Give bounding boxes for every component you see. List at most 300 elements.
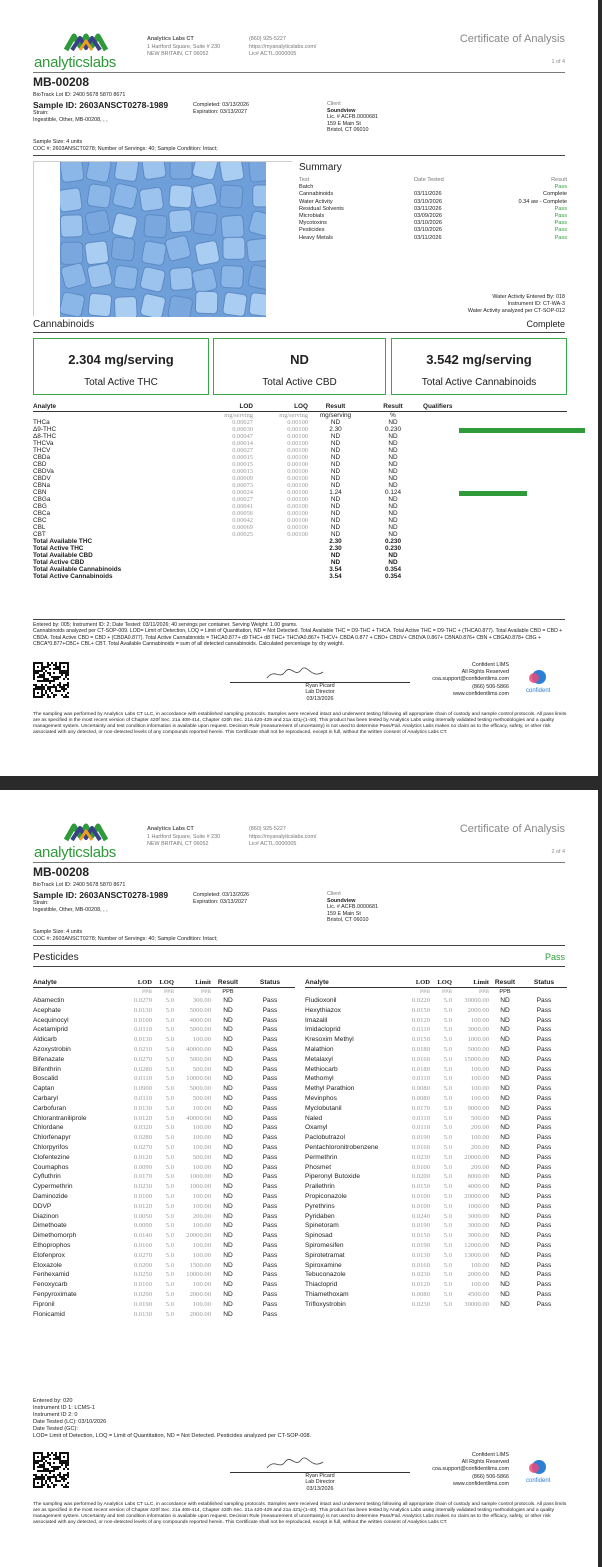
analyte-result-mg: ND [330, 482, 341, 489]
pest-result: ND [223, 1085, 233, 1093]
pest-col-status: Status [245, 979, 295, 988]
pest-lod: 0.0190 [411, 1222, 430, 1230]
analyte-lod: 0.00030 [232, 426, 253, 433]
analyte-loq: 0.00100 [287, 447, 308, 454]
page-number: 1 of 4 [551, 59, 565, 65]
analyte-lod: 0.00069 [232, 524, 253, 531]
analyte-result-pct: ND [388, 496, 398, 503]
pest-result: ND [223, 1163, 233, 1171]
analyte-loq: 0.00100 [287, 426, 308, 433]
pest-lod: 0.0290 [133, 1290, 152, 1298]
pest-col-lod: LOD [115, 979, 152, 988]
pest-status: Pass [262, 1310, 278, 1318]
analyte-result-mg: ND [330, 517, 341, 524]
pesticide-note: Entered by: 020 [33, 1398, 73, 1404]
summary-date: 03/11/2026 [414, 234, 442, 241]
lims-email[interactable]: coa.support@confidentlims.com [432, 1466, 509, 1473]
pest-col-result: Result [489, 979, 521, 988]
summary-row [299, 227, 567, 234]
pest-limit: 1000.00 [189, 1183, 211, 1191]
pest-analyte: Fenoxycarb [33, 1281, 68, 1289]
pest-status: Pass [262, 997, 278, 1004]
logo-wordmark [34, 844, 116, 861]
lab-contact [249, 36, 316, 59]
summary-date: 03/11/2026 [414, 205, 442, 212]
pest-result: ND [223, 1065, 233, 1073]
pest-limit: 4000.00 [189, 1016, 211, 1024]
pest-limit: 100.00 [192, 1300, 211, 1308]
lab-phone: (860) 925-5227 [249, 826, 286, 832]
analyte-result-pct: ND [388, 440, 398, 447]
pest-status: Pass [262, 1232, 278, 1240]
pest-limit: 2000.00 [189, 1310, 211, 1318]
analyte-result-mg: 2.30 [329, 426, 342, 433]
analyte-name: THCa [33, 419, 50, 426]
pest-analyte: Clofentezine [33, 1153, 70, 1161]
pest-limit: 2000.00 [467, 1006, 489, 1014]
summary-test: Batch [299, 184, 314, 191]
col-result-mg: Result [308, 402, 363, 412]
pest-lod: 0.0180 [411, 1045, 430, 1053]
lab-info [147, 826, 220, 849]
pest-result: ND [500, 1281, 510, 1289]
analyte-lod: 0.00025 [232, 531, 253, 538]
gummy-tile [169, 185, 193, 209]
pest-result: ND [223, 1222, 233, 1230]
pest-lod: 0.0080 [411, 1085, 430, 1093]
pest-limit: 3000.00 [467, 1026, 489, 1034]
analyte-result-pct: 0.124 [385, 489, 401, 496]
pest-loq: 5.0 [165, 1163, 174, 1171]
pest-analyte: DDVP [33, 1202, 52, 1210]
pest-analyte: Etoxazole [33, 1261, 62, 1269]
total-cbd-box [213, 338, 386, 395]
pest-status: Pass [536, 1143, 552, 1151]
pest-loq: 5.0 [165, 1290, 174, 1298]
pest-col-limit: Limit [174, 979, 211, 988]
cannabinoid-unit-row [33, 412, 567, 420]
pesticide-row [33, 1182, 295, 1192]
pest-status: Pass [536, 1281, 552, 1289]
completed-label: Completed: [193, 102, 221, 108]
pest-loq: 5.0 [165, 1055, 174, 1063]
pest-analyte: Aldicarb [33, 1036, 57, 1044]
pest-loq: 5.0 [443, 1192, 452, 1200]
lims-email[interactable]: coa.support@confidentlims.com [432, 676, 509, 683]
pest-limit: 12000.00 [464, 1241, 489, 1249]
pest-limit: 100.00 [192, 1104, 211, 1112]
qr-code-icon[interactable] [33, 662, 69, 698]
pest-status: Pass [536, 1232, 552, 1240]
lims-rights: All Rights Reserved [461, 1459, 509, 1466]
pest-status: Pass [262, 1281, 278, 1289]
pest-lod: 0.0270 [133, 997, 152, 1004]
pest-analyte: Dimethoate [33, 1222, 67, 1230]
pest-limit: 500.00 [192, 1153, 211, 1161]
pest-analyte: Chlorfenapyr [33, 1134, 71, 1142]
pest-analyte: Acephate [33, 1006, 61, 1014]
cannabinoid-total-row [33, 538, 567, 545]
pest-analyte: Fenhexamid [33, 1271, 70, 1279]
pest-loq: 5.0 [165, 1006, 174, 1014]
client-address-1: 159 E Main St [327, 120, 361, 127]
pest-result: ND [223, 1016, 233, 1024]
pesticide-row [305, 1251, 567, 1261]
analyte-loq: 0.00100 [287, 461, 308, 468]
lab-url[interactable]: https://myanalyticslabs.com/ [249, 833, 317, 840]
coa-page-2 [0, 790, 598, 1567]
client-address-1: 159 E Main St [327, 910, 361, 917]
pest-status: Pass [262, 1114, 278, 1122]
pest-lod: 0.0900 [133, 1085, 152, 1093]
pest-unit-lod: PPB [142, 989, 152, 995]
pest-loq: 5.0 [165, 1114, 174, 1122]
pest-result: ND [500, 1173, 510, 1181]
analyte-lod: 0.00027 [232, 419, 253, 426]
pest-loq: 5.0 [443, 1271, 452, 1279]
pest-limit: 20000.00 [464, 1192, 489, 1200]
pest-lod: 0.0120 [133, 1114, 152, 1122]
pesticide-row [305, 1212, 567, 1222]
pesticide-row [305, 1153, 567, 1163]
gummy-tile [194, 240, 220, 266]
wa-entered-by: Water Activity Entered By: 018 [492, 294, 565, 300]
pest-lod: 0.0280 [133, 1134, 152, 1142]
pest-analyte: Diazinon [33, 1212, 59, 1220]
pest-lod: 0.0080 [411, 1094, 430, 1102]
summary-row [299, 184, 567, 191]
pesticide-row [305, 1006, 567, 1016]
pest-result: ND [223, 1045, 233, 1053]
pest-status: Pass [536, 1241, 552, 1249]
pesticide-note: Date Tested (GC): [33, 1426, 78, 1432]
biotrack-lot: BioTrack Lot ID: 2400 5678 5870 8671 [33, 92, 126, 98]
analyte-result-mg: ND [330, 447, 341, 454]
pest-loq: 5.0 [443, 1114, 452, 1122]
gummy-tile [87, 184, 112, 209]
pest-lod: 0.0270 [133, 1143, 152, 1151]
gummy-tile [85, 210, 111, 236]
pest-lod: 0.0230 [411, 1300, 430, 1308]
confident-logo [526, 668, 566, 694]
pest-limit: 20000.00 [186, 1232, 211, 1240]
analyte-name: CBT [33, 531, 46, 538]
pest-analyte: Piperonyl Butoxide [305, 1173, 360, 1181]
pest-lod: 0.0190 [133, 1300, 152, 1308]
pest-result: ND [223, 1055, 233, 1063]
pest-lod: 0.0160 [411, 1055, 430, 1063]
pest-status: Pass [536, 1212, 552, 1220]
pest-loq: 5.0 [165, 1241, 174, 1249]
pest-status: Pass [262, 1153, 278, 1161]
strain-label: Strain: [33, 900, 49, 906]
gummy-tile [169, 209, 193, 233]
analyte-loq: 0.00100 [287, 531, 308, 538]
analyte-loq: 0.00100 [287, 489, 308, 496]
completed-date: 03/13/2026 [222, 892, 250, 898]
pest-analyte: Cyfluthrin [33, 1173, 61, 1181]
pest-result: ND [500, 1134, 510, 1142]
pest-analyte: Chlorantraniliprole [33, 1114, 87, 1122]
pest-loq: 5.0 [443, 1241, 452, 1249]
pest-result: ND [500, 1261, 510, 1269]
pesticide-row [33, 1231, 295, 1241]
pest-lod: 0.0130 [133, 1036, 152, 1044]
total-thc-box [33, 338, 209, 395]
pesticide-row [305, 1231, 567, 1241]
pest-status: Pass [262, 1045, 278, 1053]
cannabinoids-status: Complete [526, 319, 565, 329]
lims-phone: (866) 506-5866 [472, 1473, 509, 1480]
pest-col-analyte: Analyte [33, 979, 115, 988]
cannabinoid-row [33, 510, 567, 517]
pest-lod: 0.0090 [133, 1163, 152, 1171]
pest-lod: 0.0170 [133, 1173, 152, 1181]
logo-word-sub: labs [89, 54, 116, 71]
pest-loq: 5.0 [443, 1045, 452, 1053]
lims-url[interactable]: www.confidentlims.com [452, 690, 509, 697]
pest-status: Pass [262, 1173, 278, 1181]
pest-limit: 8000.00 [467, 1173, 489, 1181]
pest-lod: 0.0220 [411, 997, 430, 1004]
pest-status: Pass [536, 1065, 552, 1073]
total-name: Total Available THC [33, 538, 93, 545]
total-name: Total Active THC [33, 545, 84, 552]
pest-status: Pass [262, 1202, 278, 1210]
pest-analyte: Coumaphos [33, 1163, 69, 1171]
analyte-result-pct: ND [388, 419, 398, 426]
gummy-tile [222, 292, 247, 317]
pest-status: Pass [262, 1124, 278, 1132]
analyte-name: CBG [33, 503, 47, 510]
pesticide-row [305, 1025, 567, 1035]
analyte-lod: 0.00027 [232, 496, 253, 503]
analyte-result-mg: ND [330, 524, 341, 531]
pest-limit: 1000.00 [467, 1202, 489, 1210]
pesticide-row [33, 1261, 295, 1271]
analyte-lod: 0.00027 [232, 447, 253, 454]
pest-result: ND [500, 1251, 510, 1259]
pest-lod: 0.0130 [133, 1310, 152, 1318]
pest-lod: 0.0200 [411, 1173, 430, 1181]
confident-brand: confident [526, 688, 551, 694]
pest-result: ND [223, 1134, 233, 1142]
analyte-result-mg: ND [330, 531, 341, 538]
pest-loq: 5.0 [443, 1075, 452, 1083]
pest-limit: 3000.00 [467, 1232, 489, 1240]
pest-limit: 200.00 [192, 1212, 211, 1220]
signer-name: Ryan Picard [305, 683, 335, 689]
pesticide-row [33, 1104, 295, 1114]
pest-limit: 10000.00 [186, 1271, 211, 1279]
pesticide-row [305, 1280, 567, 1290]
pest-loq: 5.0 [165, 1202, 174, 1210]
pest-limit: 2000.00 [189, 1290, 211, 1298]
pest-lod: 0.0180 [411, 1065, 430, 1073]
pesticide-row [305, 1055, 567, 1065]
coa-title: Certificate of Analysis [459, 823, 565, 835]
pest-loq: 5.0 [443, 1094, 452, 1102]
pest-result: ND [223, 1114, 233, 1122]
pesticide-row [305, 1182, 567, 1192]
pest-analyte: Hexythiazox [305, 1006, 341, 1014]
analyte-name: CBL [33, 524, 46, 531]
pest-loq: 5.0 [443, 1212, 452, 1220]
pest-status: Pass [536, 997, 552, 1004]
pest-status: Pass [536, 1094, 552, 1102]
sample-size: Sample Size: 4 units [33, 139, 83, 145]
cannabinoid-row [33, 468, 567, 475]
pest-analyte: Malathion [305, 1045, 334, 1053]
pest-limit: 100.00 [470, 1281, 489, 1289]
cannabinoid-note-1: Entered by: 005; Instrument ID: 2; Date Tested: 03/11/2026; 40 servings per container. Serving Weight: 1.00 grams. [33, 622, 298, 628]
analyte-qualifier [423, 447, 567, 454]
gummy-tile [142, 162, 167, 180]
pest-limit: 500.00 [470, 1114, 489, 1122]
pest-limit: 30000.00 [464, 1300, 489, 1308]
pest-loq: 5.0 [165, 1212, 174, 1220]
pest-loq: 5.0 [165, 1134, 174, 1142]
pest-result: ND [500, 1202, 510, 1210]
pest-status: Pass [536, 1036, 552, 1044]
pest-loq: 5.0 [165, 1104, 174, 1112]
summary-header-date: Date Tested [414, 177, 444, 183]
analyte-result-mg: ND [330, 419, 341, 426]
analyte-qualifier [423, 489, 567, 496]
gummy-tile [191, 267, 217, 293]
analyte-lod: 0.00014 [232, 440, 253, 447]
pest-status: Pass [262, 1006, 278, 1014]
pest-loq: 5.0 [165, 1173, 174, 1181]
pest-lod: 0.0100 [133, 1016, 152, 1024]
pest-analyte: Kresoxim Methyl [305, 1036, 354, 1044]
pesticide-row [33, 1163, 295, 1173]
pest-lod: 0.0120 [133, 1153, 152, 1161]
header-divider [33, 862, 565, 863]
wa-instrument: Instrument ID: CT-WA-3 [507, 300, 565, 307]
qr-code-icon[interactable] [33, 1452, 69, 1488]
section-divider [33, 619, 565, 620]
pest-limit: 9000.00 [467, 1104, 489, 1112]
pest-limit: 1000.00 [189, 1173, 211, 1181]
pesticide-row [33, 1192, 295, 1202]
cannabinoids-title: Cannabinoids [33, 319, 95, 330]
pest-limit: 100.00 [192, 1163, 211, 1171]
analyte-lod: 0.00041 [232, 503, 253, 510]
pesticide-row [305, 1163, 567, 1173]
signature-icon [265, 1456, 325, 1472]
pest-limit: 3000.00 [467, 1212, 489, 1220]
pesticide-row [33, 1133, 295, 1143]
pest-col-lod: LOD [397, 979, 430, 988]
pest-loq: 5.0 [165, 1300, 174, 1308]
pest-lod: 0.0230 [411, 1153, 430, 1161]
pest-analyte: Methyl Parathion [305, 1085, 355, 1093]
summary-test: Mycotoxins [299, 220, 327, 227]
pesticide-row [33, 1006, 295, 1016]
pest-analyte: Spiroxamine [305, 1261, 342, 1269]
lab-phone: (860) 925-5227 [249, 36, 286, 42]
pest-lod: 0.0110 [412, 1075, 430, 1083]
pest-lod: 0.0050 [133, 1212, 152, 1220]
analyte-loq: 0.00100 [287, 503, 308, 510]
pest-analyte: Metalaxyl [305, 1055, 333, 1063]
analyte-loq: 0.00100 [287, 496, 308, 503]
mb-number: MB-00208 [33, 75, 90, 89]
pest-limit: 300.00 [192, 997, 211, 1004]
pest-analyte: Ethoprophos [33, 1241, 71, 1249]
total-name: Total Available Cannabinoids [33, 566, 122, 573]
pest-result: ND [223, 1241, 233, 1249]
pest-analyte: Thiacloprid [305, 1281, 338, 1289]
pest-loq: 5.0 [165, 1222, 174, 1230]
gummy-tile [170, 267, 194, 291]
pesticide-row [33, 996, 295, 1006]
pesticide-row [305, 1290, 567, 1300]
pest-limit: 40000.00 [186, 1114, 211, 1122]
pest-result: ND [500, 1075, 510, 1083]
pesticide-row [305, 1016, 567, 1026]
analyte-qualifier [423, 482, 567, 489]
cannabinoid-row [33, 517, 567, 524]
gummy-tile [219, 162, 244, 182]
pest-loq: 5.0 [165, 1192, 174, 1200]
pest-unit-row [33, 988, 295, 997]
pest-loq: 5.0 [443, 1055, 452, 1063]
pesticide-row [33, 1074, 295, 1084]
analyte-result-mg: ND [330, 475, 341, 482]
pest-lod: 0.0150 [411, 1036, 430, 1044]
gummy-tile [88, 293, 112, 317]
lims-url[interactable]: www.confidentlims.com [452, 1480, 509, 1487]
pest-limit: 10000.00 [186, 1075, 211, 1083]
pest-unit-loq: PPB [442, 989, 452, 995]
gummy-tile [60, 215, 83, 238]
pest-result: ND [500, 1055, 510, 1063]
pesticide-row [305, 1084, 567, 1094]
pest-analyte: Thiamethoxam [305, 1290, 349, 1298]
pest-result: ND [500, 1290, 510, 1298]
total-thc-label: Total Active THC [84, 377, 158, 388]
logo-word-sub: labs [89, 844, 116, 861]
lab-url[interactable]: https://myanalyticslabs.com/ [249, 43, 317, 50]
pest-limit: 20000.00 [464, 1153, 489, 1161]
sample-id: Sample ID: 2603ANSCT0278-1989 [33, 100, 169, 110]
pest-status: Pass [536, 1192, 552, 1200]
pest-loq: 5.0 [443, 1300, 452, 1308]
summary-title: Summary [299, 162, 342, 173]
analyte-loq: 0.00100 [287, 517, 308, 524]
analyte-name: CBDV [33, 475, 51, 482]
pest-limit: 3000.00 [467, 1222, 489, 1230]
analyte-qualifier [423, 531, 567, 538]
pest-loq: 5.0 [165, 1075, 174, 1083]
cannabinoid-row [33, 426, 567, 433]
pest-result: ND [223, 1310, 233, 1318]
pesticide-row [305, 1045, 567, 1055]
summary-date: 03/10/2026 [414, 227, 442, 234]
expiration-date: 03/13/2027 [219, 898, 247, 905]
confident-logo-icon [526, 668, 548, 686]
pest-limit: 100.00 [470, 1065, 489, 1073]
confident-brand: confident [526, 1478, 551, 1484]
expiration-date: 03/13/2027 [219, 108, 247, 115]
pest-analyte: Permethrin [305, 1153, 338, 1161]
pest-analyte: Abamectin [33, 997, 65, 1004]
summary-date: 03/10/2026 [414, 198, 442, 205]
pest-loq: 5.0 [443, 1006, 452, 1014]
pest-analyte: Boscalid [33, 1075, 58, 1083]
